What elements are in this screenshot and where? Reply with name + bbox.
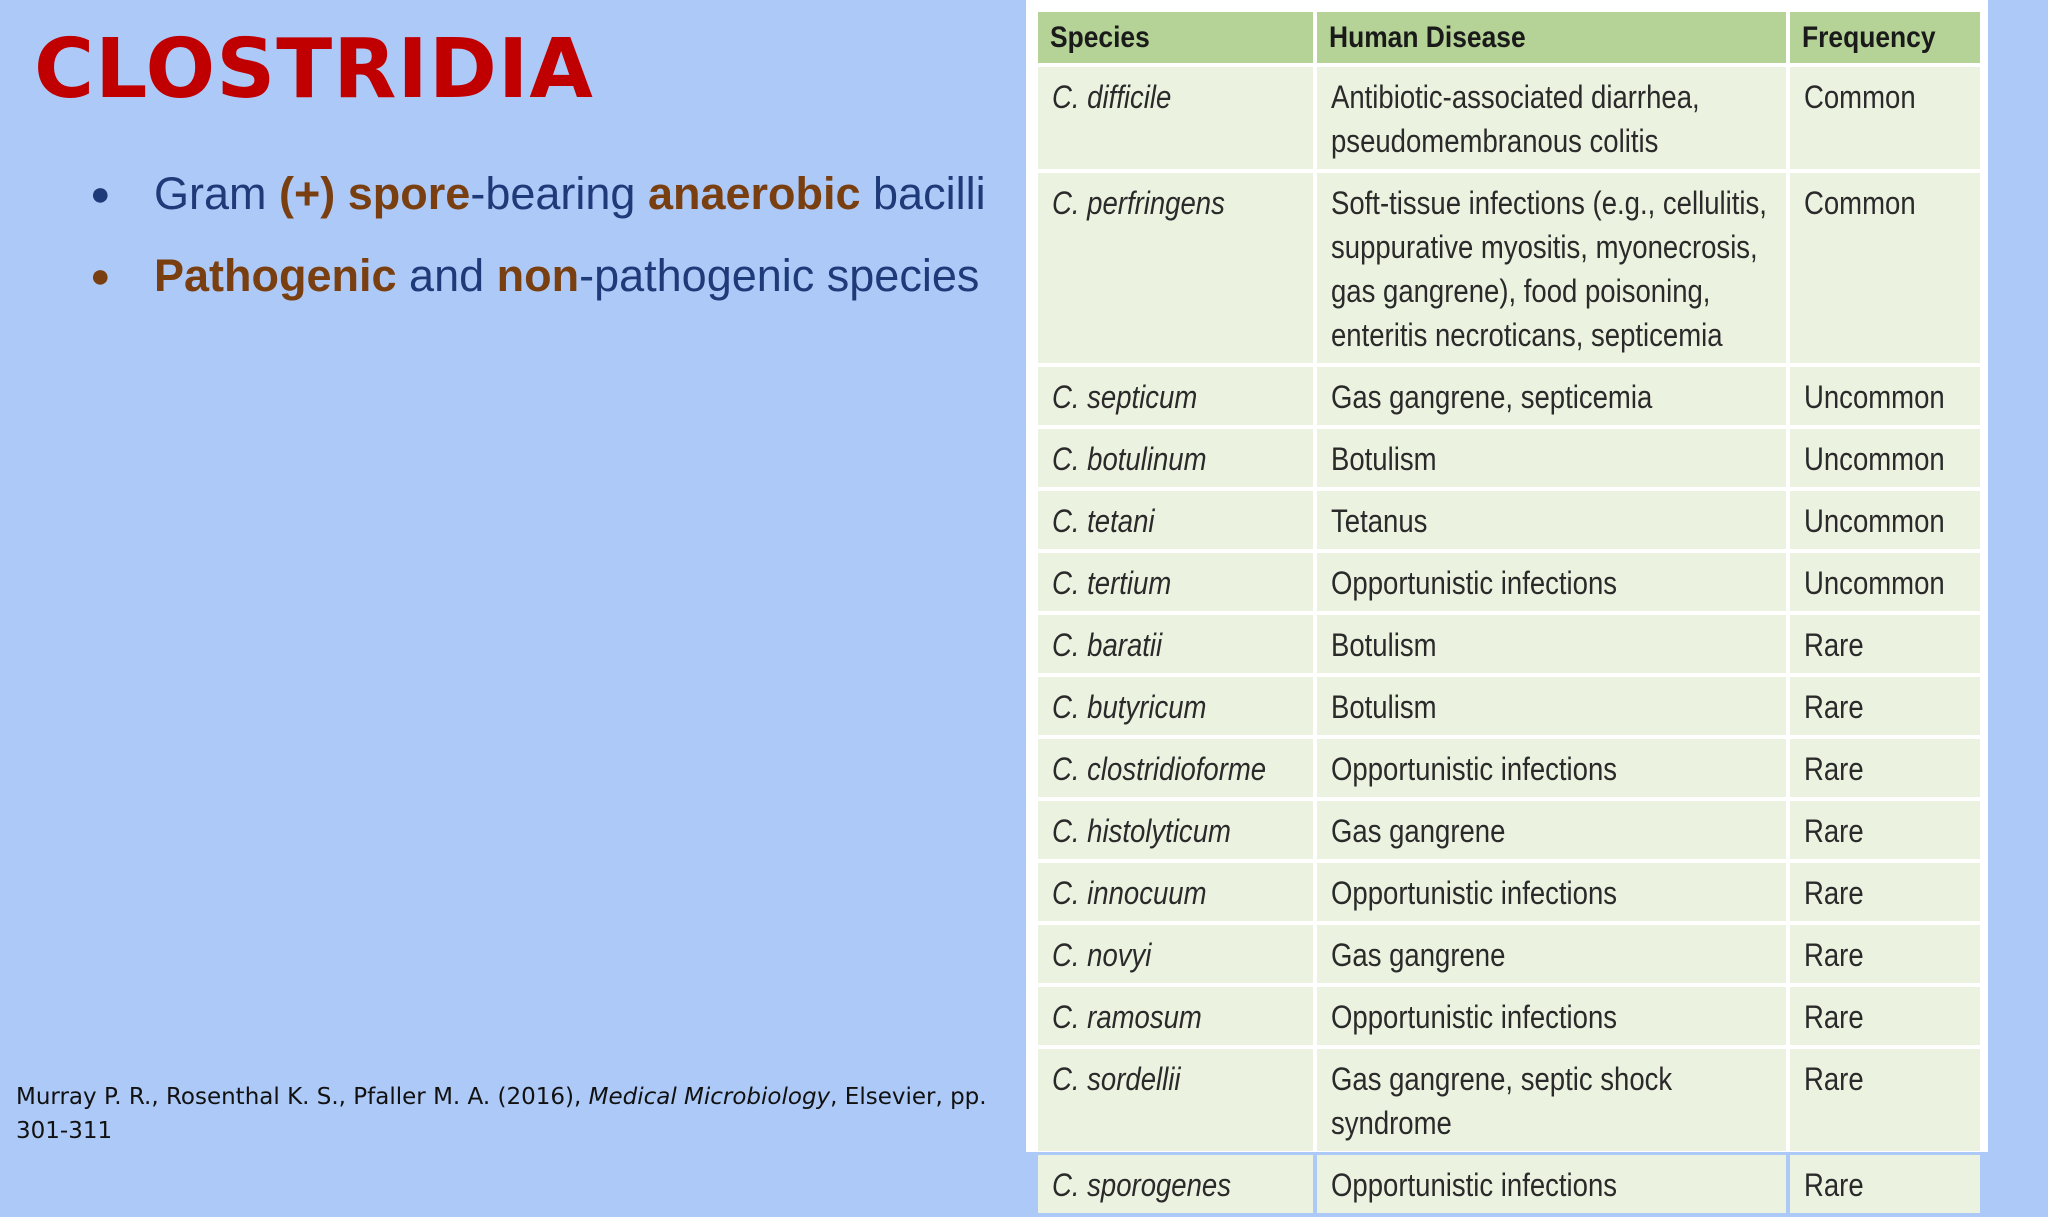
- table-row: [1038, 429, 1980, 487]
- disease-cell: [1317, 677, 1786, 735]
- species-cell-text: C. butyricum: [1052, 689, 1207, 725]
- disease-cell-text: Opportunistic infections: [1330, 1167, 1617, 1203]
- bullet-part-emph: spore: [347, 168, 471, 219]
- frequency-cell-text: Uncommon: [1804, 503, 1946, 539]
- disease-cell: [1317, 987, 1786, 1045]
- table-body: [1038, 67, 1980, 1213]
- species-cell: [1038, 491, 1313, 549]
- species-cell-text: C. histolyticum: [1052, 813, 1231, 849]
- species-cell: [1038, 173, 1313, 363]
- disease-cell-text: Gas gangrene: [1330, 813, 1506, 849]
- disease-cell: [1317, 863, 1786, 921]
- frequency-cell-text: Rare: [1804, 627, 1865, 663]
- frequency-cell: [1790, 1049, 1980, 1151]
- frequency-cell-text: Common: [1804, 79, 1917, 115]
- disease-cell-text: Botulism: [1330, 689, 1437, 725]
- bullet-part: -bearing: [470, 168, 648, 219]
- frequency-cell: [1790, 491, 1980, 549]
- disease-cell: [1317, 173, 1786, 363]
- bullet-item-pathogenic: [90, 244, 986, 326]
- table-row: [1038, 987, 1980, 1045]
- header-human-disease: [1317, 12, 1786, 63]
- bullet-part: bacilli: [860, 168, 986, 219]
- bullet-part: and: [396, 250, 497, 301]
- disease-cell: [1317, 801, 1786, 859]
- species-cell: [1038, 739, 1313, 797]
- bullet-list: [90, 162, 986, 326]
- reference-authors: Murray P. R., Rosenthal K. S., Pfaller M. A. (2016),: [16, 1084, 589, 1110]
- bullet-part-emph: Pathogenic: [154, 250, 397, 301]
- disease-cell-text: Opportunistic infections: [1330, 999, 1617, 1035]
- disease-cell: [1317, 615, 1786, 673]
- bullet-part: [335, 168, 348, 219]
- frequency-cell-text: Rare: [1804, 1061, 1865, 1097]
- table-row: [1038, 367, 1980, 425]
- disease-cell: [1317, 67, 1786, 169]
- species-cell-text: C. tetani: [1052, 503, 1155, 539]
- header-frequency: [1790, 12, 1980, 63]
- disease-cell: [1317, 553, 1786, 611]
- species-cell: [1038, 67, 1313, 169]
- disease-cell-text: Opportunistic infections: [1330, 565, 1617, 601]
- bullet-dot-icon: ●: [90, 257, 111, 295]
- species-cell-text: C. baratii: [1052, 627, 1163, 663]
- table-row: [1038, 491, 1980, 549]
- header-species: [1038, 12, 1313, 63]
- bullet-part: Gram: [154, 168, 280, 219]
- table-row: [1038, 739, 1980, 797]
- frequency-cell-text: Rare: [1804, 1167, 1865, 1203]
- species-cell-text: C. sordellii: [1052, 1061, 1181, 1097]
- species-cell-text: C. botulinum: [1052, 441, 1207, 477]
- header-label: Frequency: [1802, 21, 1936, 54]
- bullet-text: [154, 168, 986, 219]
- disease-cell-text: Antibiotic-associated diarrhea, pseudomembranous colitis: [1330, 79, 1700, 159]
- species-cell: [1038, 367, 1313, 425]
- disease-cell-text: Gas gangrene, septic shock syndrome: [1330, 1061, 1673, 1141]
- species-cell: [1038, 863, 1313, 921]
- reference-book-title: Medical Microbiology: [588, 1084, 831, 1110]
- disease-cell-text: Botulism: [1330, 627, 1437, 663]
- disease-cell: [1317, 1155, 1786, 1213]
- table-row: [1038, 677, 1980, 735]
- slide-title: CLOSTRIDIA: [34, 22, 594, 117]
- species-cell: [1038, 801, 1313, 859]
- disease-cell-text: Opportunistic infections: [1330, 875, 1617, 911]
- frequency-cell: [1790, 925, 1980, 983]
- frequency-cell-text: Uncommon: [1804, 441, 1946, 477]
- bullet-part: -pathogenic species: [579, 250, 980, 301]
- disease-cell-text: Opportunistic infections: [1330, 751, 1617, 787]
- frequency-cell-text: Rare: [1804, 751, 1865, 787]
- bullet-part-emph: anaerobic: [647, 168, 861, 219]
- species-cell-text: C. clostridioforme: [1052, 751, 1267, 787]
- disease-cell: [1317, 1049, 1786, 1151]
- bullet-part-emph: non: [496, 250, 580, 301]
- species-cell: [1038, 615, 1313, 673]
- bullet-text: [154, 250, 979, 301]
- species-cell: [1038, 429, 1313, 487]
- frequency-cell-text: Rare: [1804, 937, 1865, 973]
- frequency-cell: [1790, 67, 1980, 169]
- disease-cell: [1317, 491, 1786, 549]
- clostridia-species-table: [1034, 8, 1984, 1217]
- disease-cell-text: Gas gangrene, septicemia: [1330, 379, 1653, 415]
- species-cell-text: C. ramosum: [1052, 999, 1202, 1035]
- frequency-cell: [1790, 987, 1980, 1045]
- species-cell: [1038, 925, 1313, 983]
- frequency-cell: [1790, 1155, 1980, 1213]
- table-row: [1038, 173, 1980, 363]
- table-panel: [1026, 0, 1988, 1203]
- frequency-cell: [1790, 677, 1980, 735]
- frequency-cell-text: Rare: [1804, 999, 1865, 1035]
- header-label: Species: [1050, 21, 1150, 54]
- species-cell-text: C. difficile: [1052, 79, 1172, 115]
- disease-cell: [1317, 925, 1786, 983]
- reference-citation: [16, 1080, 1006, 1148]
- bullet-item-gram: [90, 162, 986, 244]
- frequency-cell: [1790, 615, 1980, 673]
- disease-cell-text: Gas gangrene: [1330, 937, 1506, 973]
- frequency-cell: [1790, 429, 1980, 487]
- frequency-cell-text: Uncommon: [1804, 379, 1946, 415]
- disease-cell-text: Soft-tissue infections (e.g., cellulitis, suppurative myositis, myonecrosis, gas gangrene), food poisoning, enteritis necroticans, septicemia: [1330, 185, 1767, 353]
- frequency-cell-text: Uncommon: [1804, 565, 1946, 601]
- species-cell: [1038, 987, 1313, 1045]
- species-cell: [1038, 1155, 1313, 1213]
- disease-cell: [1317, 739, 1786, 797]
- table-row: [1038, 801, 1980, 859]
- table-row: [1038, 1049, 1980, 1151]
- species-cell: [1038, 553, 1313, 611]
- frequency-cell: [1790, 863, 1980, 921]
- disease-cell-text: Tetanus: [1330, 503, 1428, 539]
- table-row: [1038, 863, 1980, 921]
- species-cell-text: C. innocuum: [1052, 875, 1207, 911]
- header-label: Human Disease: [1328, 21, 1526, 54]
- frequency-cell-text: Rare: [1804, 875, 1865, 911]
- table-header-row: [1038, 12, 1980, 63]
- disease-cell: [1317, 367, 1786, 425]
- frequency-cell: [1790, 173, 1980, 363]
- bullet-dot-icon: ●: [90, 175, 111, 213]
- bullet-part-emph: (+): [279, 168, 336, 219]
- frequency-cell-text: Rare: [1804, 813, 1865, 849]
- table-row: [1038, 925, 1980, 983]
- disease-cell: [1317, 429, 1786, 487]
- disease-cell-text: Botulism: [1330, 441, 1437, 477]
- frequency-cell-text: Common: [1804, 185, 1917, 221]
- frequency-cell: [1790, 801, 1980, 859]
- species-cell: [1038, 1049, 1313, 1151]
- table-row: [1038, 615, 1980, 673]
- frequency-cell-text: Rare: [1804, 689, 1865, 725]
- reference-publisher-pages: , Elsevier, pp. 301-311: [16, 1084, 987, 1144]
- frequency-cell: [1790, 739, 1980, 797]
- species-cell-text: C. novyi: [1052, 937, 1152, 973]
- frequency-cell: [1790, 367, 1980, 425]
- frequency-cell: [1790, 553, 1980, 611]
- species-cell-text: C. sporogenes: [1052, 1167, 1231, 1203]
- species-cell-text: C. perfringens: [1052, 185, 1225, 221]
- table-row: [1038, 553, 1980, 611]
- species-cell-text: C. septicum: [1052, 379, 1198, 415]
- table-row: [1038, 1155, 1980, 1213]
- species-cell: [1038, 677, 1313, 735]
- species-cell-text: C. tertium: [1052, 565, 1172, 601]
- table-row: [1038, 67, 1980, 169]
